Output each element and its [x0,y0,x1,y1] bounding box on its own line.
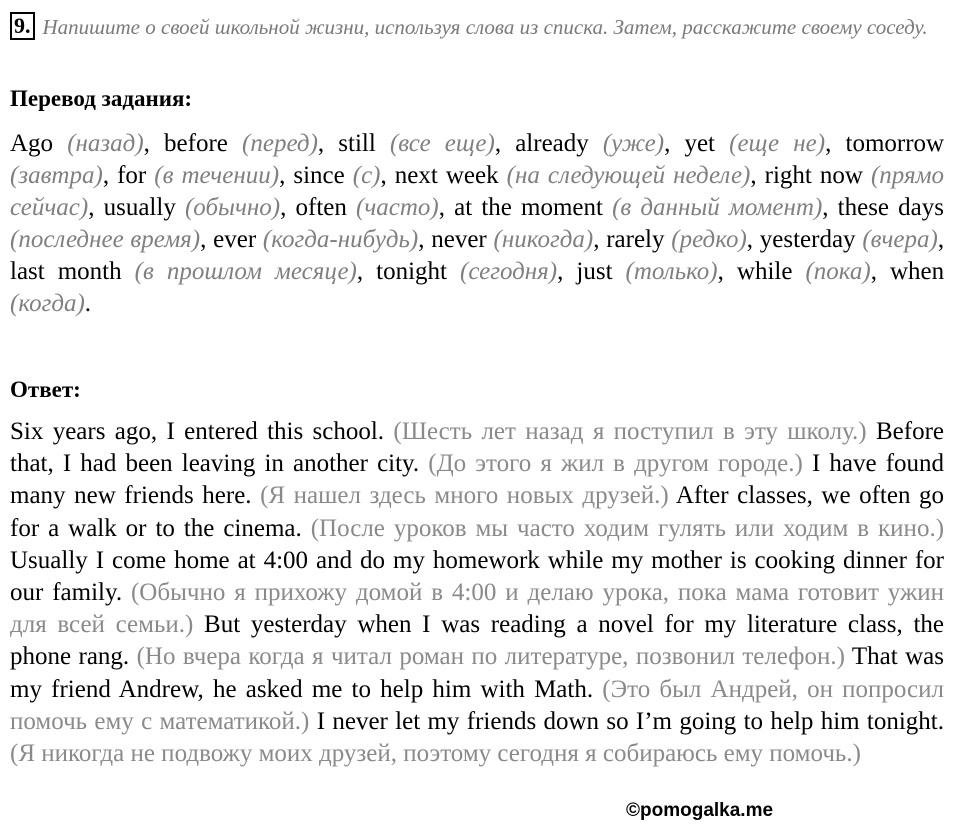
task-instruction: Напишите о своей школьной жизни, используя слова из списка. Затем, расскажите своему соседу. [42,15,928,39]
word-item: Ago (назад), [10,130,165,157]
word-item: these days (последнее время), [10,194,944,253]
answer-title: Ответ: [10,377,81,402]
task-header [10,12,950,42]
translation-title: Перевод задания: [10,86,193,111]
answer-sentence: But yesterday when I was reading a novel for my literature class, the phone rang. (Но вчера когда я читал роман по литературе, позвонил телефон.) [10,611,945,671]
word-item: rarely (редко), [606,226,760,253]
answer-sentence: After classes, we often go for a walk or to the cinema. (После уроков мы часто ходим гулять или ходим в кино.) [10,482,945,542]
word-item: last month (в прошлом месяце), [10,258,377,285]
answer-sentence: Before that, I had been leaving in another city. (До этого я жил в другом городе.) [10,418,945,478]
word-item: at the moment (в данный момент), [454,194,838,221]
word-item: usually (обычно), [103,194,296,221]
word-item: never (никогда), [431,226,607,253]
word-list [10,128,944,320]
word-item: tomorrow (завтра), [10,130,945,189]
word-item: next week (на следующей неделе), [394,162,765,189]
word-item: when (когда). [10,258,945,317]
word-item: yet (еще не), [684,130,846,157]
word-item: for (в течении), [117,162,294,189]
word-item: just (только), [576,258,737,285]
watermark: ©pomogalka.me [622,800,777,822]
task-number: 9. [10,12,35,40]
answer-text [10,416,944,770]
word-item: still (все еще), [338,130,516,157]
answer-sentence: That was my friend Andrew, he asked me to help him with Math. (Это был Андрей, он попросил помочь ему с математикой.) [10,643,945,735]
word-item: tonight (сегодня), [376,258,577,285]
word-item: yesterday (вчера), [759,226,945,253]
answer-sentence: I never let my friends down so I’m going to help him tonight. (Я никогда не подвожу моих друзей, поэтому сегодня я собираюсь ему помочь.) [10,707,945,768]
word-item: while (пока), [736,258,890,285]
answer-sentence: I have found many new friends here. (Я нашел здесь много новых друзей.) [10,450,945,510]
answer-sentence: Usually I come home at 4:00 and do my homework while my mother is cooking dinner for our family. (Обычно я прихожу домой в 4:00 и делаю урока, пока мама готовит ужин для всей семьи.) [10,546,945,639]
word-item: before (перед), [164,130,339,157]
word-item: right now (прямо сейчас), [10,162,945,221]
answer-sentence: Six years ago, I entered this school. (Шесть лет назад я поступил в эту школу.) [10,418,867,445]
word-item: often (часто), [295,194,455,221]
word-item: since (с), [293,162,395,189]
word-item: ever (когда-нибудь), [213,226,432,253]
word-item: already (уже), [515,130,685,157]
